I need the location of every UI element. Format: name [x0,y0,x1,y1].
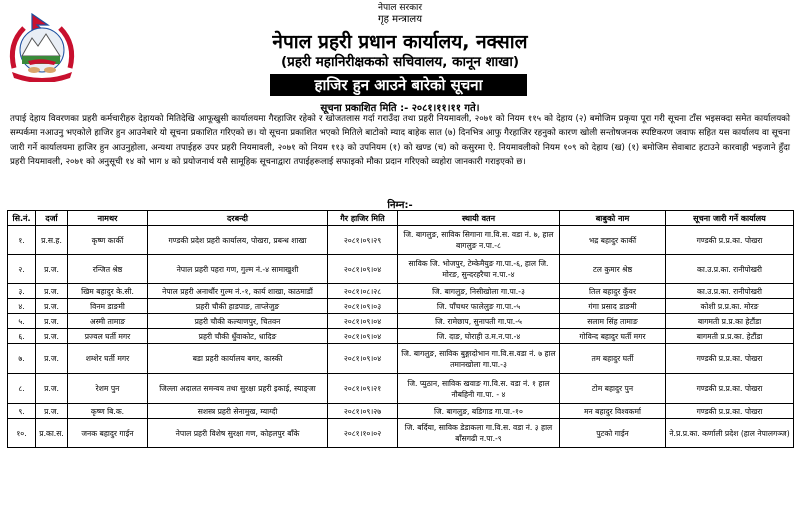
absentee-table [7,210,794,448]
cell-address: जि. बागलुङ, साविक बुङ्गादोभान गा.वि.स.वडा नं. ७ हाल तमानखोला गा.पा.-३ [398,344,560,374]
table-row [8,404,794,419]
cell-posting: प्रहरी चौकी कल्याणपुर, चितवन [148,314,328,329]
cell-rank: प्र.ज. [36,344,68,374]
cell-posting: गण्डकी प्रदेश प्रहरी कार्यालय, पोखरा, प्रबन्ध शाखा [148,226,328,255]
cell-rank: प्र.स.ह. [36,226,68,255]
cell-office: गण्डकी प्र.प्र.का. पोखरा [666,404,794,419]
cell-father: टोम बहादुर पुन [560,374,666,404]
cell-name: जनक बहादुर गाईन [68,419,148,448]
cell-address: जि. बागलुङ, साविक सिगाना गा.वि.स. वडा नं. ७, हाल बागलुङ न.पा.-८ [398,226,560,255]
cell-address: जि. प्युठान, साविक खवाङ गा.वि.स. वडा नं. १ हाल नौबहिनी गा.पा. - ४ [398,374,560,404]
cell-posting: नेपाल प्रहरी विशेष सुरक्षा गण, कोहलपुर बाँके [148,419,328,448]
cell-posting: नेपाल प्रहरी पहरा गण, गुल्म नं.-४ सामाखुशी [148,255,328,284]
cell-office: कोशी प्र.प्र.का. मोरङ [666,299,794,314]
cell-address: जि. रामेछाप, सुनापती गा.पा.-५ [398,314,560,329]
cell-serial: ९. [8,404,36,419]
cell-father: सलाम सिंह तामाङ [560,314,666,329]
col-permanent-address: स्थायी वतन [398,211,560,226]
cell-absent-date: २०८१।०९।२७ [328,404,398,419]
cell-absent-date: २०८१।०९।०४ [328,255,398,284]
cell-father: टल कुमार श्रेष्ठ [560,255,666,284]
cell-name: रेशम पुन [68,374,148,404]
cell-serial: ७. [8,344,36,374]
table-row [8,226,794,255]
cell-father: पुटको गाईन [560,419,666,448]
table-row [8,419,794,448]
cell-office: गण्डकी प्र.प्र.का. पोखरा [666,344,794,374]
cell-absent-date: २०८१।०९।२१ [328,374,398,404]
cell-posting: बडा प्रहरी कार्यालय बगर, कास्की [148,344,328,374]
cell-office: का.उ.प्र.का. रानीपोखरी [666,284,794,299]
cell-rank: प्र.ज. [36,404,68,419]
cell-rank: प्र.ज. [36,329,68,344]
notice-banner: हाजिर हुन आउने बारेको सूचना [270,74,527,96]
cell-rank: प्र.ज. [36,255,68,284]
cell-posting: नेपाल प्रहरी अनाथौंर गुल्म नं.-१, कार्य शाखा, काठमाडौं [148,284,328,299]
cell-posting: प्रहरी चौकी धुँवाकोट, धादिङ [148,329,328,344]
cell-office: गण्डकी प्र.प्र.का. पोखरा [666,226,794,255]
publication-date: सूचना प्रकाशित मिति :- २०८१।११।११ गते। [320,103,480,114]
cell-office: गण्डकी प्र.प्र.का. पोखरा [666,374,794,404]
cell-rank: प्र.ज. [36,284,68,299]
table-row [8,374,794,404]
government-name: नेपाल सरकार [377,3,423,13]
cell-absent-date: २०८१।०९।२९ [328,226,398,255]
cell-serial: ४. [8,299,36,314]
cell-address: साविक जि. भोजपुर, टेम्केमैयुङ गा.पा.-६, हाल जि. मोरङ, सुन्दरहरैचा न.पा.-४ [398,255,560,284]
col-issuing-office: सूचना जारी गर्ने कार्यालय [666,211,794,226]
cell-serial: ६. [8,329,36,344]
cell-father: गोविन्द बहादुर घर्ती मगर [560,329,666,344]
notice-body: तपाई देहाय विवरणका प्रहरी कर्मचारीहरु देहायको मितिदेखि आफूखुसी कार्यालयमा गैरहाजिर रहेको र खोजतलास गर्दा गराउँदा तथा प्रहरी नियमावली, २०७१ को नियम ११५ को देहाय (२) बमोजिम प्रकृया पूरा गरी सूचना टाँस भइसक्दा समेत कार्यालयको सम्पर्कमा नआउनु भएकोले हाजिर हुन आउनेबारे यो सूचना प्रकाशित गरिएको छ। यो सूचना प्रकाशित भएको मितिले बाटोको म्याद बाहेक सात (७) दिनभित्र आफु गैरहाजिर रहनुको कारण खोली सन्तोषजनक स्पष्टिकरण जवाफ सहित यस कार्यालय वा सूचना जारी गर्ने कार्यालयमा हाजिर हुन आउनुहोला, अन्यथा तपाईहरु उपर प्रहरी नियमावली, २०७१ को नियम ११३ को उपनियम (१) को खण्ड (च) को कसुरमा ऐ. नियमावलीको नियम १०९ को देहाय (ख) (१) बमोजिम सेवाबाट हटाउने कारवाही भइजाने हुँदा प्रहरी नियमावली, २०७१ को अनुसूची १४ को भाग ४ को प्रयोजनार्थ यसै सामूहिक सूचनाद्वारा तपाईहरूलाई सफाइको मौका प्रदान गरिएको व्यहोरा जानकारी गराइएको छ। [10,114,790,167]
col-serial: सि.नं. [8,211,36,226]
table-row [8,329,794,344]
cell-father: तम बहादुर घर्ती [560,344,666,374]
col-name: नामथर [68,211,148,226]
cell-name: कृष्ण कार्की [68,226,148,255]
cell-absent-date: २०८१।०९।०४ [328,329,398,344]
cell-name: विनम डाङमी [68,299,148,314]
col-posting: दरबन्दी [148,211,328,226]
col-rank: दर्जा [36,211,68,226]
cell-rank: प्र.ज. [36,374,68,404]
cell-absent-date: २०८१।०८।२८ [328,284,398,299]
cell-posting: जिल्ला अदालत समन्वय तथा सुरक्षा प्रहरी इकाई, स्याङ्जा [148,374,328,404]
cell-address: जि. दाङ, घोराही उ.म.न.पा.-४ [398,329,560,344]
cell-name: कृष्ण बि.क. [68,404,148,419]
cell-name: शम्शेर घर्ती मगर [68,344,148,374]
department-subtitle: (प्रहरी महानिरीक्षकको सचिवालय, कानून शाखा) [280,54,520,70]
table-row [8,314,794,329]
list-title: निम्न:- [387,200,413,211]
table-row [8,284,794,299]
cell-absent-date: २०८१।०९।०३ [328,299,398,314]
cell-father: भद्र बहादुर कार्की [560,226,666,255]
cell-absent-date: २०८१।१०।०२ [328,419,398,448]
cell-address: जि. बर्दिया, साविक डेडाकला गा.वि.स. वडा नं. ३ हाल बाँसगढी न.पा.-९ [398,419,560,448]
table-row [8,255,794,284]
cell-posting: सशस्त्र प्रहरी सेनामुख, म्याग्दी [148,404,328,419]
cell-absent-date: २०८१।०९।०४ [328,344,398,374]
table-row [8,344,794,374]
cell-father: मन बहादुर विश्वकर्मा [560,404,666,419]
table-header-row [8,211,794,226]
table-row [8,299,794,314]
cell-serial: ८. [8,374,36,404]
cell-name: प्रज्वल घर्ती मगर [68,329,148,344]
office-title: नेपाल प्रहरी प्रधान कार्यालय, नक्साल [272,31,528,53]
cell-rank: प्र.का.स. [36,419,68,448]
cell-posting: प्रहरी चौकी हाडपाङ, ताप्लेजुङ [148,299,328,314]
cell-office: का.उ.प्र.का. रानीपोखरी [666,255,794,284]
cell-office: बागमती प्र.प्र.का. हेटौंडा [666,329,794,344]
cell-serial: २. [8,255,36,284]
cell-address: जि. पाँचथर फालेलुङ गा.पा.-५ [398,299,560,314]
cell-serial: १. [8,226,36,255]
cell-office: ने.प्र.प्र.का. कर्णाली प्रदेश (हाल नेपालगञ्ज) [666,419,794,448]
cell-father: गंगा प्रसाद डाङमी [560,299,666,314]
cell-father: तिल बहादुर कुँवर [560,284,666,299]
col-father-name: बाबुको नाम [560,211,666,226]
col-absent-date: गैर हाजिर मिति [328,211,398,226]
cell-serial: ५. [8,314,36,329]
ministry-name: गृह मन्त्रालय [377,14,423,25]
cell-name: खिम बहादुर के.सी. [68,284,148,299]
cell-absent-date: २०८१।०९।०४ [328,314,398,329]
cell-address: जि. बागलुङ, बडिगाड गा.पा.-१० [398,404,560,419]
cell-rank: प्र.ज. [36,299,68,314]
cell-name: रन्जित श्रेष्ठ [68,255,148,284]
cell-address: जि. बागलुङ, निसीखोला गा.पा.-३ [398,284,560,299]
cell-serial: १०. [8,419,36,448]
cell-office: बागमती प्र.प्र.का हेटौंडा [666,314,794,329]
cell-name: अस्मी तामाङ [68,314,148,329]
cell-rank: प्र.ज. [36,314,68,329]
cell-serial: ३. [8,284,36,299]
